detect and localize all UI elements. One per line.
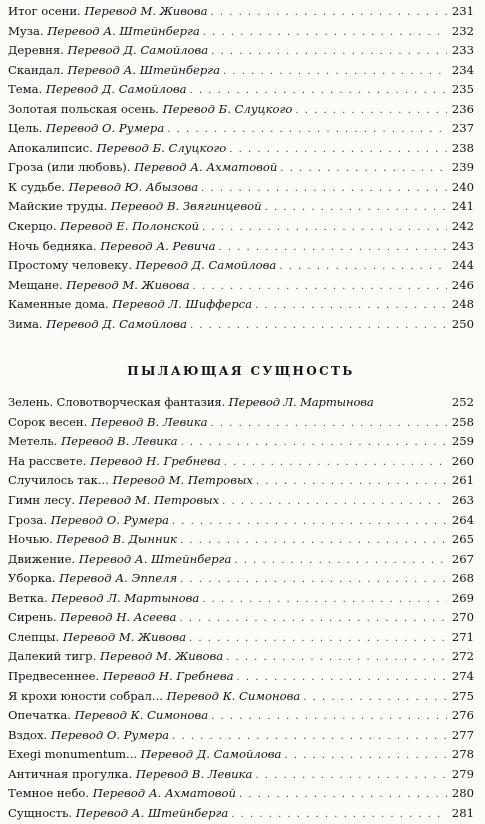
page-number: 281 [451, 805, 474, 820]
toc-entry [8, 178, 474, 198]
translator-credit: Перевод Д. Самойлова [45, 82, 187, 97]
dot-leader [223, 62, 447, 82]
entry-title [8, 119, 164, 139]
entry-title [8, 41, 208, 61]
page-number: 236 [451, 101, 474, 116]
poem-title: Золотая польская осень. [8, 101, 159, 116]
entry-title [8, 100, 292, 120]
page-number: 268 [451, 571, 474, 586]
translator-credit: Перевод Д. Самойлова [140, 747, 282, 762]
dot-leader [265, 198, 447, 218]
page-number: 234 [451, 62, 474, 77]
entry-title [8, 511, 169, 531]
poem-title: Античная прогулка. [8, 766, 133, 781]
translator-credit: Перевод А. Штейнберга [67, 62, 221, 77]
poem-title: Каменные дома. [8, 297, 109, 312]
translator-credit: Перевод А. Штейнберга [47, 23, 200, 38]
entry-title [8, 667, 234, 687]
toc-entry [8, 2, 474, 22]
toc-entry [8, 139, 474, 159]
dot-leader [202, 590, 447, 610]
toc-entry [8, 158, 474, 178]
translator-credit: Перевод М. Живова [99, 649, 224, 664]
poem-title: Майские труды. [8, 199, 108, 214]
poem-title: Сущность. [8, 805, 73, 820]
poem-title: Уборка. [8, 571, 56, 586]
toc-entry [8, 217, 474, 237]
dot-leader [231, 805, 447, 824]
entry-title [8, 471, 253, 491]
dot-leader [190, 316, 447, 336]
dot-leader [224, 453, 447, 473]
page-number: 241 [451, 199, 474, 214]
poem-title: Простому человеку. [8, 258, 132, 273]
toc-entry [8, 530, 474, 550]
entry-title [8, 80, 187, 100]
page-number: 250 [451, 316, 474, 331]
dot-leader [211, 414, 447, 434]
poem-title: Мещане. [8, 277, 63, 292]
entry-title [8, 256, 276, 276]
entry-title [8, 237, 215, 257]
dot-leader [255, 296, 447, 316]
entry-title [8, 569, 177, 589]
dot-leader [229, 140, 447, 160]
toc-entry [8, 41, 474, 61]
page-number: 280 [451, 786, 474, 801]
entry-title [8, 784, 236, 804]
entry-title [8, 178, 198, 198]
translator-credit: Перевод В. Левика [135, 766, 253, 781]
dot-leader [226, 648, 447, 668]
translator-credit: Перевод М. Живова [66, 277, 190, 292]
poem-title: Ветка. [8, 590, 48, 605]
page-number: 264 [451, 512, 474, 527]
translator-credit: Перевод Н. Асеева [60, 610, 177, 625]
toc-entry [8, 119, 474, 139]
poem-title: Гимн лесу. [8, 493, 76, 508]
entry-title [8, 197, 262, 217]
section-heading: ПЫЛАЮЩАЯ СУЩНОСТЬ [127, 364, 355, 379]
toc-entry [8, 667, 474, 687]
dot-leader [179, 609, 447, 629]
translator-credit: Перевод А. Эппеля [59, 571, 178, 586]
toc-section-1 [8, 2, 474, 334]
dot-leader [211, 42, 447, 62]
page-number: 244 [451, 258, 474, 273]
dot-leader [218, 238, 447, 258]
toc-entry [8, 765, 474, 785]
translator-credit: Перевод В. Левика [91, 414, 208, 429]
translator-credit: Перевод О. Румера [46, 121, 165, 136]
translator-credit: Перевод К. Симонова [166, 688, 301, 703]
toc-entry [8, 413, 474, 433]
poem-title: Скандал. [8, 62, 64, 77]
dot-leader [180, 570, 447, 590]
translator-credit: Перевод А. Ревича [100, 238, 216, 253]
toc-entry [8, 569, 474, 589]
entry-title [8, 158, 277, 178]
toc-entry [8, 471, 474, 491]
entry-title [8, 2, 208, 22]
toc-entry [8, 628, 474, 648]
entry-title [8, 550, 231, 570]
poem-title: Ночь бедняка. [8, 238, 97, 253]
page-number: 275 [451, 688, 474, 703]
toc-entry [8, 22, 474, 42]
dot-leader [181, 433, 447, 453]
poem-title: Метель. [8, 434, 58, 449]
toc-entry [8, 80, 474, 100]
dot-leader [193, 277, 447, 297]
dot-leader [172, 727, 447, 747]
page-number: 267 [451, 551, 474, 566]
dot-leader [202, 218, 447, 238]
dot-leader [180, 531, 447, 551]
entry-title [8, 491, 219, 511]
poem-title: Ночью. [8, 532, 53, 547]
poem-title: Сирень. [8, 610, 57, 625]
toc-entry [8, 295, 474, 315]
entry-title [8, 608, 176, 628]
poem-title: Гроза. [8, 512, 47, 527]
poem-title: Зима. [8, 316, 43, 331]
poem-title: Опечатка. [8, 708, 71, 723]
translator-credit: Перевод Н. Гребнева [90, 453, 221, 468]
toc-entry [8, 706, 474, 726]
toc-entry [8, 804, 474, 824]
translator-credit: Перевод М. Живова [84, 4, 208, 18]
translator-credit: Перевод Б. Слуцкого [96, 140, 227, 155]
poem-title: Скерцо. [8, 219, 57, 234]
poem-title: Цель. [8, 121, 43, 136]
dot-leader [256, 472, 447, 492]
toc-entry [8, 100, 474, 120]
dot-leader [203, 23, 447, 43]
dot-leader [284, 746, 447, 766]
poem-title: На рассвете. [8, 453, 87, 468]
entry-title [8, 413, 208, 433]
toc-entry [8, 491, 474, 511]
translator-credit: Перевод М. Петровых [78, 493, 220, 508]
page-number: 252 [451, 395, 474, 410]
toc-entry [8, 784, 474, 804]
poem-title: Муза. [8, 23, 44, 38]
poem-title: Вздох. [8, 727, 48, 742]
toc-entry [8, 393, 474, 413]
dot-leader [303, 688, 447, 708]
poem-title: Движение. [8, 551, 76, 566]
translator-credit: Перевод Л. Шифферса [112, 297, 253, 312]
page-number: 248 [451, 297, 474, 312]
page-number: 278 [451, 747, 474, 762]
poem-title: Итог осени. [8, 4, 81, 18]
page-number: 231 [451, 4, 474, 18]
translator-credit: Перевод Б. Слуцкого [162, 101, 293, 116]
page-number: 272 [451, 649, 474, 664]
dot-leader [201, 179, 447, 199]
dot-leader [237, 668, 447, 688]
toc-section-2 [8, 393, 474, 823]
translator-credit: Перевод А. Ахматовой [92, 786, 236, 801]
page-number: 240 [451, 179, 474, 194]
dot-leader [211, 3, 447, 23]
page-number: 279 [451, 766, 474, 781]
translator-credit: Перевод О. Румера [50, 727, 170, 742]
toc-entry [8, 647, 474, 667]
translator-credit: Перевод Д. Самойлова [67, 43, 209, 58]
page-number: 261 [451, 473, 474, 488]
translator-credit: Перевод К. Симонова [74, 708, 209, 723]
toc-entry [8, 315, 474, 335]
poem-title: Слепцы. [8, 629, 60, 644]
entry-title [8, 706, 208, 726]
translator-credit: Перевод В. Дынник [56, 532, 177, 547]
page-number: 260 [451, 453, 474, 468]
poem-title: Гроза (или любовь). [8, 160, 131, 175]
poem-title: Exegi monumentum... [8, 747, 138, 762]
translator-credit: Перевод А. Штейнберга [75, 805, 229, 820]
page-number: 270 [451, 610, 474, 625]
dot-leader [189, 629, 447, 649]
toc-entry [8, 745, 474, 765]
translator-credit: Перевод М. Живова [62, 629, 187, 644]
page-number: 276 [451, 708, 474, 723]
dot-leader [190, 81, 447, 101]
translator-credit: Перевод А. Штейнберга [78, 551, 232, 566]
poem-title: Тема. [8, 82, 43, 97]
toc-entry [8, 687, 474, 707]
page-number: 265 [451, 532, 474, 547]
toc-entry [8, 589, 474, 609]
page-number: 269 [451, 590, 474, 605]
toc-entry [8, 61, 474, 81]
translator-credit: Перевод М. Петровых [112, 473, 253, 488]
page-number: 242 [451, 219, 474, 234]
dot-leader [279, 257, 447, 277]
poem-title: Случилось так... [8, 473, 109, 488]
page-number: 263 [451, 493, 474, 508]
poem-title: Сорок весен. [8, 414, 88, 429]
dot-leader [255, 766, 447, 786]
toc-entry [8, 256, 474, 276]
toc-entry [8, 237, 474, 257]
entry-title [8, 628, 186, 648]
entry-title [8, 315, 187, 335]
page-number: 235 [451, 82, 474, 97]
translator-credit: Перевод Е. Полонской [60, 219, 200, 234]
dot-leader [211, 707, 447, 727]
page-number: 238 [451, 140, 474, 155]
entry-title [8, 452, 221, 472]
dot-leader [295, 101, 447, 121]
translator-credit: Перевод Д. Самойлова [135, 258, 277, 273]
translator-credit: Перевод Ю. Абызова [68, 179, 199, 194]
toc-entry [8, 276, 474, 296]
dot-leader [239, 785, 447, 805]
entry-title [8, 589, 199, 609]
dot-leader [167, 120, 447, 140]
entry-title [8, 295, 252, 315]
poem-title: К судьбе. [8, 179, 65, 194]
entry-title [8, 22, 200, 42]
entry-title [8, 217, 199, 237]
translator-credit: Перевод Л. Мартынова [51, 590, 200, 605]
dot-leader [280, 159, 447, 179]
translator-credit: Перевод В. Левика [61, 434, 178, 449]
page-number: 243 [451, 238, 474, 253]
toc-entry [8, 550, 474, 570]
page-number: 274 [451, 668, 474, 683]
toc-entry [8, 452, 474, 472]
entry-title [8, 745, 281, 765]
page-number: 271 [451, 629, 474, 644]
entry-title [8, 61, 220, 81]
entry-title [8, 687, 300, 707]
translator-credit: Перевод В. Звягинцевой [110, 199, 262, 214]
poem-title: Я крохи юности собрал... [8, 688, 163, 703]
entry-title [8, 647, 223, 667]
page-number: 246 [451, 277, 474, 292]
toc-entry [8, 726, 474, 746]
translator-credit: Перевод Н. Гребнева [102, 668, 234, 683]
dot-leader [172, 512, 447, 532]
toc-entry [8, 608, 474, 628]
poem-title: Зелень. Словотворческая фантазия. [8, 395, 226, 410]
dot-leader [222, 492, 447, 512]
poem-title: Апокалипсис. [8, 140, 93, 155]
table-of-contents [8, 2, 474, 823]
page-number: 277 [451, 727, 474, 742]
translator-credit: Перевод Л. Мартынова [228, 395, 374, 410]
entry-title [8, 276, 190, 296]
entry-title [8, 393, 450, 413]
poem-title: Предвесеннее. [8, 668, 100, 683]
entry-title [8, 804, 228, 824]
toc-entry [8, 432, 474, 452]
page-number: 237 [451, 121, 474, 136]
page-number: 232 [451, 23, 474, 38]
poem-title: Далекий тигр. [8, 649, 97, 664]
entry-title [8, 139, 226, 159]
entry-title [8, 530, 177, 550]
entry-title [8, 726, 169, 746]
entry-title [8, 432, 178, 452]
poem-title: Темное небо. [8, 786, 90, 801]
poem-title: Деревня. [8, 43, 64, 58]
entry-title [8, 765, 252, 785]
dot-leader [234, 551, 447, 571]
toc-entry [8, 197, 474, 217]
page-number: 239 [451, 160, 474, 175]
translator-credit: Перевод О. Румера [50, 512, 169, 527]
toc-entry [8, 511, 474, 531]
page-number: 258 [451, 414, 474, 429]
translator-credit: Перевод Д. Самойлова [46, 316, 187, 331]
page-number: 259 [451, 434, 474, 449]
page-number: 233 [451, 43, 474, 58]
translator-credit: Перевод А. Ахматовой [134, 160, 278, 175]
